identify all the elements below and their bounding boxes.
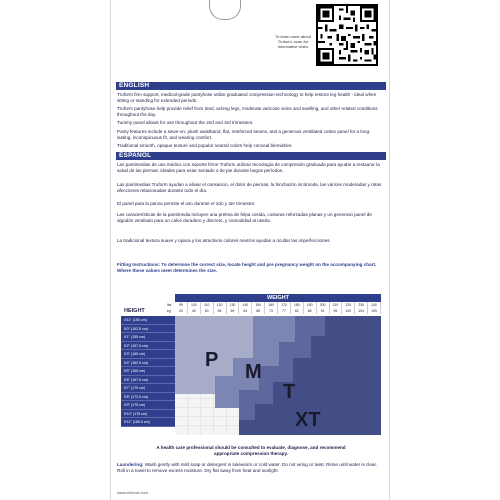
lbs-unit: lbs: [167, 303, 172, 307]
size-label-t: T: [283, 381, 296, 403]
lbs-tick: 95: [175, 302, 188, 308]
kg-tick-row: [175, 308, 381, 314]
lbs-tick: 150: [252, 302, 265, 308]
lbs-tick: 220: [342, 302, 355, 308]
kg-tick: 77: [278, 308, 291, 314]
lbs-tick: 230: [355, 302, 368, 308]
height-row-label: 5'9" (175 cm): [121, 401, 175, 410]
kg-tick: 68: [252, 308, 265, 314]
product-card: [110, 0, 390, 500]
english-paragraph-4: Panty features include a sewn-on, plush waistband, flat, reinforced seams, and a generous ventilated cotton panel for a long-lasting, inconspicuous fit, and wearing comfort.: [117, 129, 371, 140]
espanol-paragraph-3: El panel para la panza permite el uso durante el 2do y 3er trimestre.: [117, 201, 256, 206]
lbs-tick: 170: [278, 302, 291, 308]
kg-tick: 95: [330, 308, 343, 314]
height-row-label: 5'7" (170 cm): [121, 384, 175, 393]
size-chart: [121, 294, 381, 442]
kg-tick: 82: [291, 308, 304, 314]
english-paragraph-2: Truform pantyhose help provide relief from tired, aching legs, moderate varicose veins and swelling, and other related conditions throughout the day.: [117, 106, 378, 117]
lbs-tick: 160: [265, 302, 278, 308]
size-label-p: P: [205, 349, 219, 371]
laundering-instructions: [117, 462, 385, 473]
lbs-tick: 210: [330, 302, 343, 308]
lbs-tick: 190: [304, 302, 317, 308]
espanol-paragraph-1: Las pantimedias de uso médico con soporte firme Truform utilizan tecnología de compresión graduada para ayudar a restaurar la salud de las piernas; ideales para estar sentado o de pie durante largos períodos.: [117, 162, 380, 173]
height-row-label: 4'11" (150 cm): [121, 316, 175, 325]
kg-tick: 104: [355, 308, 368, 314]
height-row-label: 5'10" (178 cm): [121, 410, 175, 419]
english-paragraph-1: Truform firm support, medical-grade pantyhose utilize graduated compression technology to help restore leg health - ideal when sitting or standing for extended periods.: [117, 92, 377, 103]
lbs-tick: 180: [291, 302, 304, 308]
lbs-tick: 130: [227, 302, 240, 308]
height-row-label: 5'1" (155 cm): [121, 333, 175, 342]
size-label-xt: XT: [295, 409, 321, 431]
espanol-paragraph-2: Las pantimedias Truform ayudan a aliviar el cansancio, el dolor de piernas, la hinchazón incómoda, las várices moderadas y otras afecciones relacionadas durante todo el día.: [117, 182, 382, 193]
laundering-label: Laundering:: [117, 462, 144, 467]
english-paragraph-3: Tummy panel allows for use throughout the 2nd and 3rd trimesters.: [117, 120, 254, 125]
lbs-tick: 200: [317, 302, 330, 308]
kg-tick: 109: [368, 308, 381, 314]
height-row-label: 5'5" (165 cm): [121, 367, 175, 376]
kg-tick: 86: [304, 308, 317, 314]
height-header: HEIGHT: [124, 308, 145, 314]
lbs-tick: 110: [201, 302, 214, 308]
height-row-label: 5'3" (160 cm): [121, 350, 175, 359]
height-column: [121, 316, 175, 427]
kg-tick: 100: [342, 308, 355, 314]
kg-tick: 45: [188, 308, 201, 314]
qr-caption: To learn more about Truform, scan for informative video: [275, 34, 311, 49]
kg-tick: 91: [317, 308, 330, 314]
kg-unit: kg: [167, 309, 171, 313]
height-row-label: 5'11" (180.5 cm): [121, 418, 175, 427]
kg-tick: 43: [175, 308, 188, 314]
lbs-tick: 140: [239, 302, 252, 308]
size-grid: [175, 316, 381, 435]
kg-tick: 59: [227, 308, 240, 314]
brand-url: www.truform.com: [117, 490, 148, 495]
espanol-paragraph-5: La tradicional textura suave y opaca y los atractivos colores neutros ayudan a ocultar las imperfecciones.: [117, 238, 331, 243]
height-row-label: 5'6" (167.5 cm): [121, 376, 175, 385]
qr-code-icon: [316, 4, 378, 66]
size-label-m: M: [245, 361, 262, 383]
espanol-paragraph-4: Las características de la pantimedia incluyen una pretina de felpa cosida, costuras reforzadas planas y un generoso panel de algodón ventilado para un calce duradero y discreto, y comodidad al usarla.: [117, 212, 372, 223]
fitting-instructions: Fitting Instructions: To determine the correct size, locate height and pre pregnancy weight on the accompanying chart. Where these values meet determines the size.: [117, 262, 377, 273]
kg-tick: 54: [214, 308, 227, 314]
espanol-heading: ESPAÑOL: [116, 152, 386, 160]
laundering-text: Wash gently with mild soap or detergent in lukewarm or cold water. Do not wring or twist. Rinse until water is clear. Roll in a towel to remove excess moisture. Dry flat away from heat and sunlight.: [117, 462, 377, 473]
height-row-label: 5'2" (157.5 cm): [121, 342, 175, 351]
lbs-tick: 120: [214, 302, 227, 308]
english-paragraph-5: Traditional smooth, opaque texture and popular neutral colors help conceal blemishes.: [117, 143, 293, 148]
height-row-label: 5'0" (152.5 cm): [121, 325, 175, 334]
lbs-tick: 240: [368, 302, 381, 308]
kg-tick: 73: [265, 308, 278, 314]
lbs-tick: 100: [188, 302, 201, 308]
kg-tick: 64: [239, 308, 252, 314]
kg-tick: 50: [201, 308, 214, 314]
english-heading: ENGLISH: [116, 82, 386, 90]
weight-header: WEIGHT: [175, 294, 381, 302]
height-row-label: 5'4" (162.5 cm): [121, 359, 175, 368]
height-row-label: 5'8" (172.5 cm): [121, 393, 175, 402]
health-note: A health care professional should be consulted to evaluate, diagnose, and recommend appropriate compression therapy.: [156, 445, 346, 456]
hang-hole: [209, 0, 241, 20]
